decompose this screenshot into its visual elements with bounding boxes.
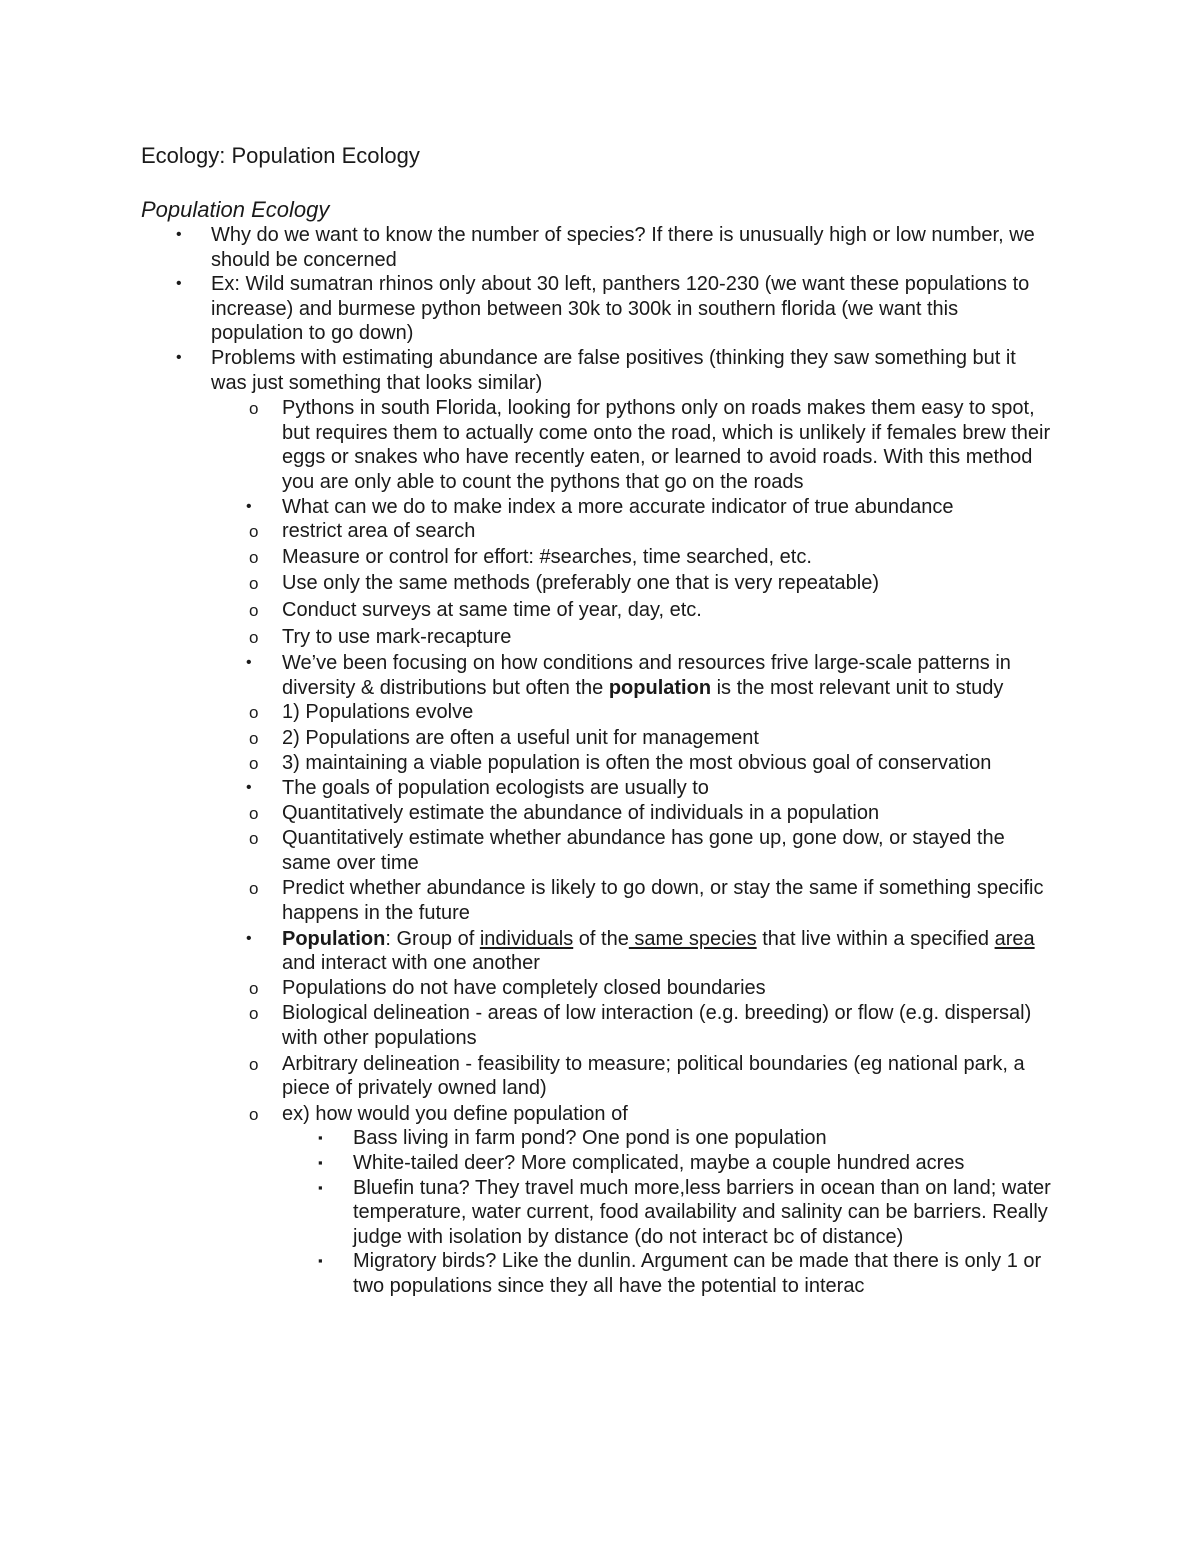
list-item-text: Migratory birds? Like the dunlin. Argument can be made that there is only 1 or two populations since they all have the potential to interac: [353, 1250, 1042, 1297]
list-item: [0, 223, 1041, 272]
list-item: [0, 801, 1052, 826]
list-item: [0, 396, 1052, 494]
list-item-text: 3) maintaining a viable population is often the most obvious goal of conservation: [282, 752, 992, 775]
circle-marker: o: [249, 600, 259, 620]
circle-marker: o: [249, 547, 259, 567]
list-item-text: Problems with estimating abundance are false positives (thinking they saw something but it was just something that looks similar): [211, 346, 1016, 394]
list-item: [0, 1151, 1058, 1176]
list-item-text: White-tailed deer? More complicated, maybe a couple hundred acres: [353, 1151, 965, 1174]
underlined-term: same species: [628, 927, 757, 950]
list-item: [0, 876, 1052, 925]
list-item-text: Use only the same methods (preferably one that is very repeatable): [282, 572, 879, 595]
list-item-text: ex) how would you define population of: [282, 1102, 628, 1125]
circle-marker: o: [249, 978, 259, 998]
list-item: [0, 751, 1052, 776]
square-marker: ▪: [318, 1130, 323, 1146]
bold-term: Population: [282, 927, 386, 950]
list-item: [0, 519, 1052, 544]
circle-marker: o: [249, 627, 259, 647]
list-item: [0, 1001, 1052, 1050]
circle-marker: o: [249, 399, 259, 419]
list-item-text: Biological delineation - areas of low interaction (e.g. breeding) or flow (e.g. dispersal) with other populations: [282, 1002, 1032, 1049]
list-item: [0, 1052, 1052, 1101]
list-item: [0, 726, 1052, 751]
list-item: [0, 598, 1052, 623]
bullet-marker: •: [246, 654, 252, 672]
list-item-text: Quantitatively estimate whether abundance has gone up, gone dow, or stayed the same over time: [282, 827, 1005, 874]
list-item: [0, 976, 1052, 1001]
list-item-text: Why do we want to know the number of species? If there is unusually high or low number, we should be concerned: [211, 224, 1035, 271]
circle-marker: o: [249, 574, 259, 594]
list-item: [0, 1126, 1058, 1151]
circle-marker: o: [249, 1054, 259, 1074]
list-item-text: Measure or control for effort: #searches, time searched, etc.: [282, 545, 812, 568]
list-item: [0, 545, 1052, 570]
bullet-marker: •: [176, 275, 182, 293]
square-marker: ▪: [318, 1179, 323, 1195]
list-item-text: 2) Populations are often a useful unit for management: [282, 726, 759, 749]
circle-marker: o: [249, 803, 259, 823]
list-item-text: restrict area of search: [282, 520, 476, 543]
bullet-marker: •: [176, 226, 182, 243]
circle-marker: o: [249, 829, 259, 849]
circle-marker: o: [249, 1004, 259, 1024]
list-item-text: Bass living in farm pond? One pond is one population: [353, 1127, 827, 1150]
list-item: [0, 826, 1052, 875]
list-item-text: Conduct surveys at same time of year, day, etc.: [282, 598, 702, 621]
list-item: [0, 1102, 1052, 1127]
circle-marker: o: [249, 728, 259, 748]
circle-marker: o: [249, 703, 259, 723]
list-item-text: We’ve been focusing on how conditions and resources frive large-scale patterns in diversity & distributions but often the population is the most relevant unit to study: [282, 652, 1011, 699]
list-item: [0, 571, 1052, 596]
list-item-text: 1) Populations evolve: [282, 701, 474, 724]
list-item: [0, 1249, 1058, 1298]
list-item-text: Populations do not have completely closed boundaries: [282, 976, 766, 999]
bullet-marker: •: [176, 348, 182, 366]
list-item: [0, 927, 1052, 976]
bullet-marker: •: [246, 497, 252, 515]
list-item-text: Bluefin tuna? They travel much more,less barriers in ocean than on land; water temperature, water current, food availability and salinity can be barriers. Really judge with isolation by distance (do not interact bc of distance): [353, 1176, 1051, 1248]
list-item: [0, 495, 1052, 520]
list-item: [0, 346, 1041, 395]
list-item: [0, 700, 1052, 725]
list-item: [0, 625, 1052, 650]
list-item-text: Arbitrary delineation - feasibility to measure; political boundaries (eg national park, a piece of privately owned land): [282, 1052, 1025, 1100]
circle-marker: o: [249, 522, 259, 542]
square-marker: ▪: [318, 1154, 323, 1170]
list-item-text: Predict whether abundance is likely to go down, or stay the same if something specific happens in the future: [282, 877, 1044, 925]
underlined-term: individuals: [479, 927, 574, 950]
square-marker: ▪: [318, 1253, 323, 1269]
list-item: [0, 776, 1052, 801]
underlined-term: area: [994, 927, 1035, 950]
list-item-text: Try to use mark-recapture: [282, 625, 512, 648]
list-item-text: The goals of population ecologists are usually to: [282, 777, 709, 800]
bullet-marker: •: [246, 929, 252, 947]
list-item-text: What can we do to make index a more accurate indicator of true abundance: [282, 495, 954, 518]
circle-marker: o: [249, 879, 259, 899]
list-item: [0, 1176, 1058, 1250]
circle-marker: o: [249, 1104, 259, 1124]
list-item-text: Pythons in south Florida, looking for pythons only on roads makes them easy to spot, but requires them to actually come onto the road, which is unlikely if females brew their eggs or snakes who have recently eaten, or learned to avoid roads. With this method you are only able to count the pythons that go on the roads: [282, 397, 1051, 493]
list-item-text: Ex: Wild sumatran rhinos only about 30 left, panthers 120-230 (we want these populations to increase) and burmese python between 30k to 300k in southern florida (we want this population to go down): [211, 273, 1030, 345]
list-item-text: Population: Group of individuals of the same species that live within a specified area and interact with one another: [282, 927, 1035, 975]
list-item: [0, 651, 1052, 700]
section-heading: Population Ecology: [141, 197, 330, 222]
bold-term: population: [608, 676, 712, 699]
list-item: [0, 272, 1041, 346]
notes-list: [0, 223, 1200, 1299]
document-title: Ecology: Population Ecology: [141, 143, 420, 168]
circle-marker: o: [249, 754, 259, 774]
list-item-text: Quantitatively estimate the abundance of individuals in a population: [282, 801, 880, 824]
bullet-marker: •: [246, 779, 252, 797]
